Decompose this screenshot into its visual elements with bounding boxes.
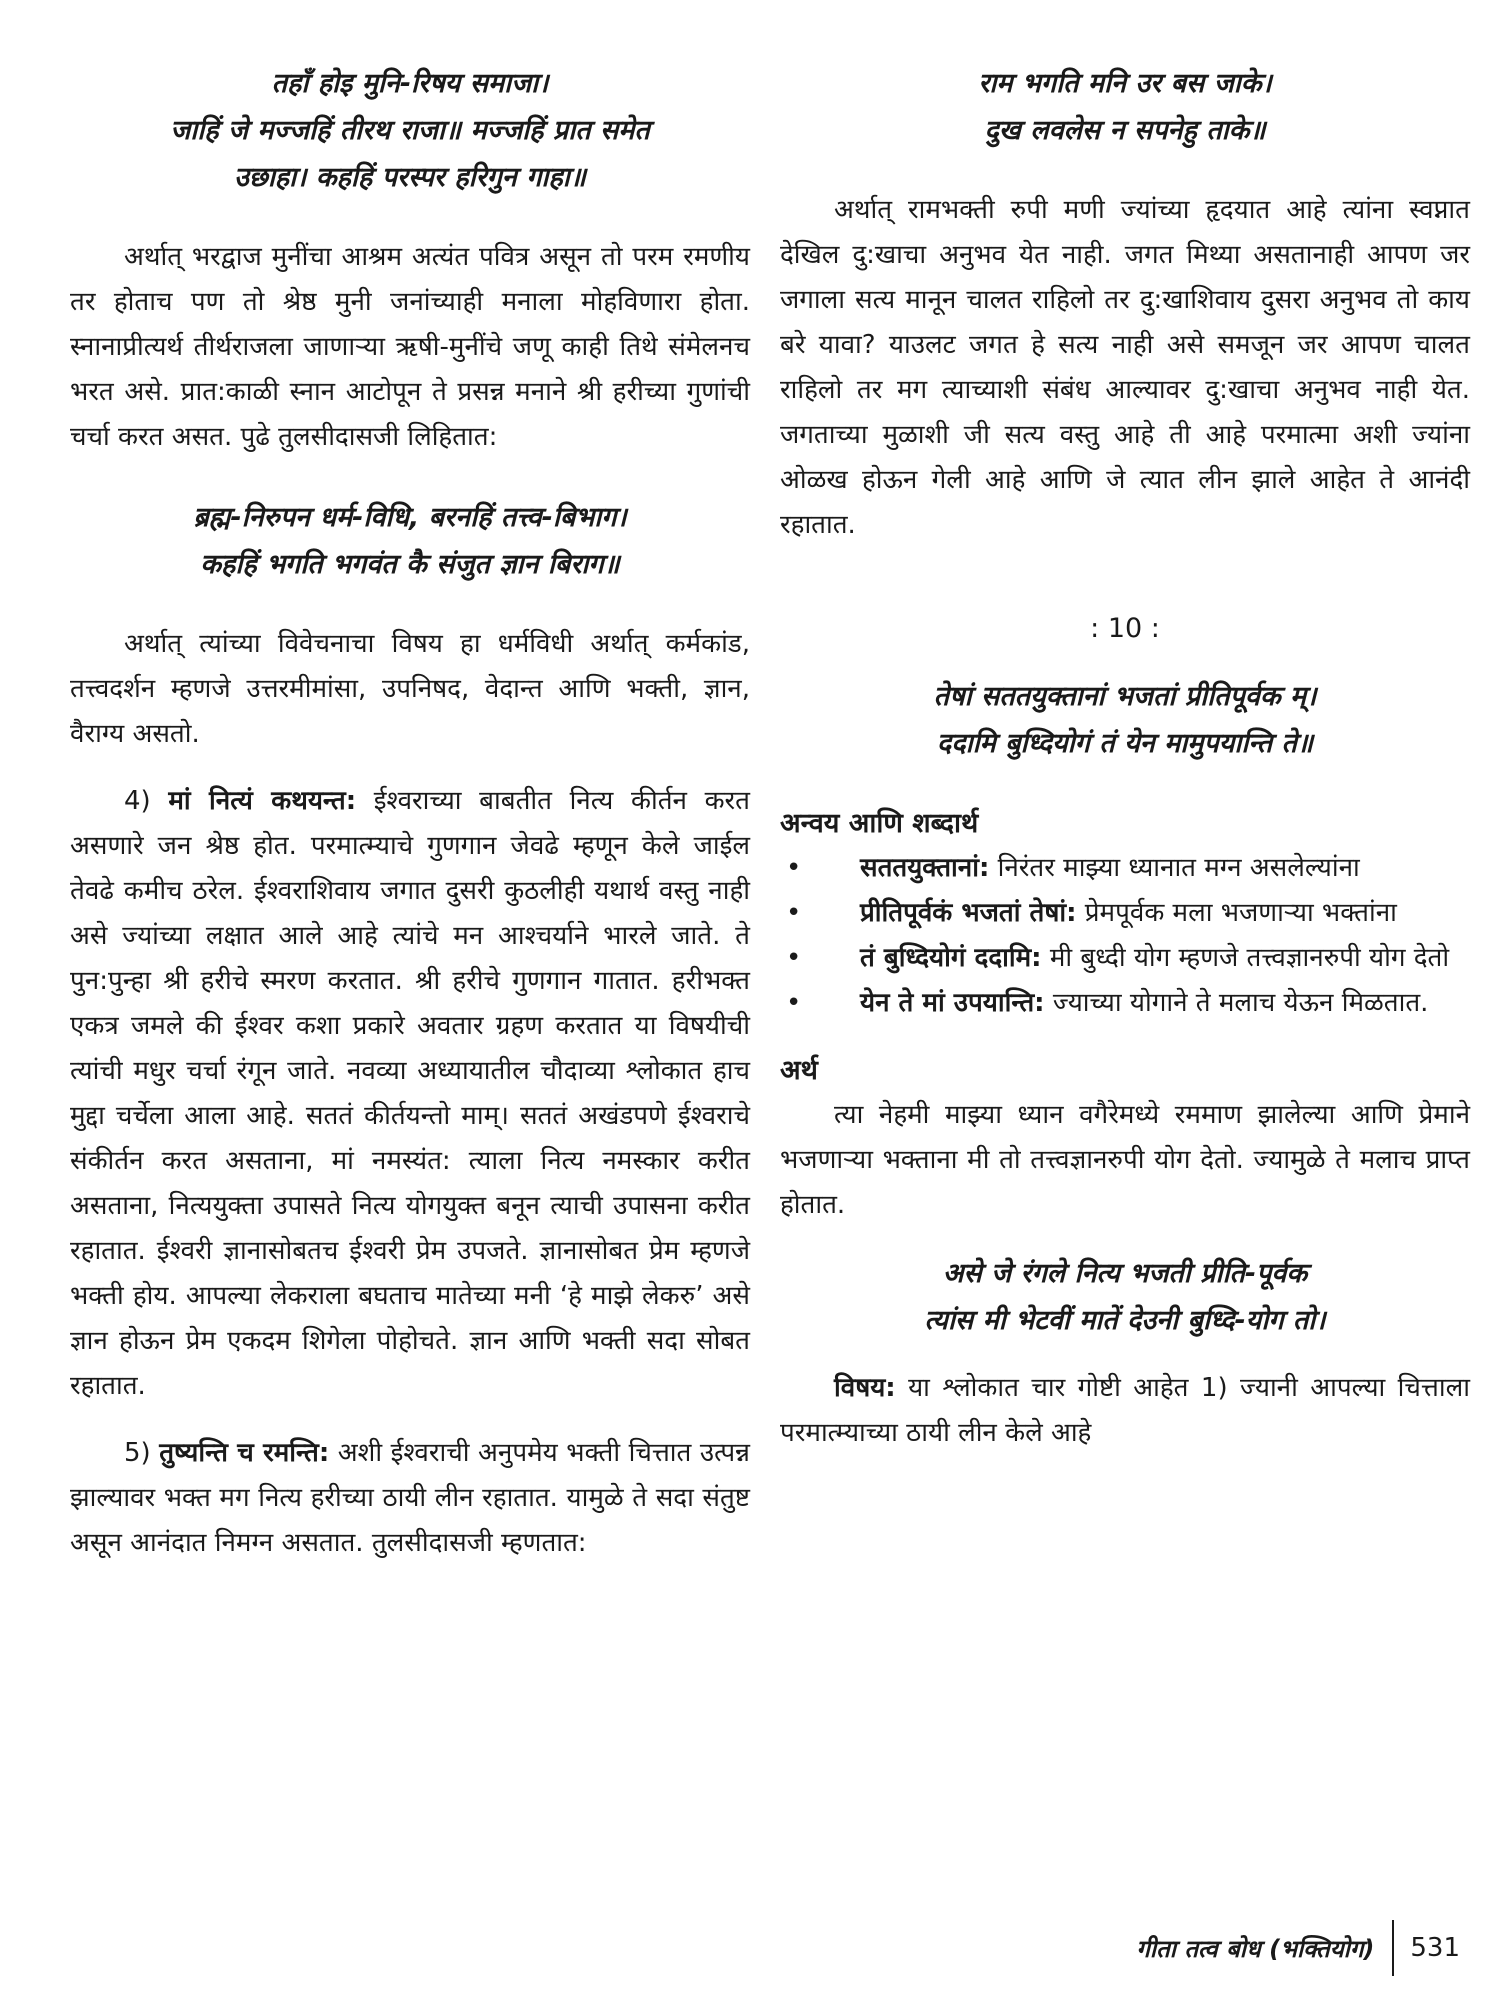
glossary-term: तं बुध्दियोगं ददामि: <box>860 943 1042 973</box>
bullet-icon: • <box>786 988 802 1018</box>
verse-line: दुख लवलेस न सपनेहु ताके॥ <box>984 115 1266 146</box>
verse-line: त्यांस मी भेटवीं मातें देउनी बुध्दि-योग तो। <box>924 1305 1326 1336</box>
shloka-number: : 10 : <box>1090 613 1160 644</box>
verse-line: जाहिं जे मज्जहिं तीरथ राजा॥ मज्जहिं प्रात समेत <box>170 115 650 146</box>
verse-marathi <box>780 1250 1470 1344</box>
glossary-term: सततयुक्तानां: <box>860 853 990 883</box>
verse-line: ददामि बुध्दियोगं तं येन मामुपयान्ति ते॥ <box>936 728 1314 759</box>
bullet-icon: • <box>786 853 802 883</box>
verse-line: तहाँ होइ मुनि-रिषय समाजा। <box>271 68 549 99</box>
point-title: मां नित्यं कथयन्त: <box>168 786 357 816</box>
paragraph-vivechan: अर्थात् त्यांच्या विवेचनाचा विषय हा धर्मविधी अर्थात् कर्मकांड, तत्त्वदर्शन म्हणजे उत्तरमीमांसा, उपनिषद, वेदान्त आणि भक्ती, ज्ञान, वैराग्य असतो. <box>70 629 750 749</box>
glossary-term: येन ते मां उपयान्ति: <box>860 988 1045 1018</box>
glossary-item <box>780 936 1470 981</box>
glossary-meaning: प्रेमपूर्वक मला भजणाऱ्या भक्तांना <box>1076 898 1397 928</box>
point-title: तुष्यन्ति च रमन्ति: <box>159 1438 330 1468</box>
point-text: ईश्वराच्या बाबतीत नित्य कीर्तन करत असणारे जन श्रेष्ठ होत. परमात्म्याचे गुणगान जेवढे म्हणून केले जाईल तेवढे कमीच ठरेल. ईश्वराशिवाय जगात दुसरी कुठलीही यथार्थ वस्तु नाही असे ज्यांच्या लक्षात आले आहे त्यांचे मन आश्चर्याने भारले जाते. ते पुन:पुन्हा श्री हरीचे स्मरण करतात. श्री हरीचे गुणगान गातात. हरीभक्त एकत्र जमले की ईश्वर कशा प्रकारे अवतार ग्रहण करतात या विषयीची त्यांची मधुर चर्चा रंगून जाते. नवव्या अध्यायातील चौदाव्या श्लोकात हाच मुद्दा चर्चेला आला आहे. सततं कीर्तयन्तो माम्। सततं अखंडपणे ईश्वराचे संकीर्तन करत असताना, मां नमस्यंत: त्याला नित्य नमस्कार करीत असताना, नित्ययुक्ता उपासते नित्य योगयुक्त बनून त्याची उपासना करीत रहातात. ईश्वरी ज्ञानासोबतच ईश्वरी प्रेम उपजते. ज्ञानासोबत प्रेम म्हणजे भक्ती होय. आपल्या लेकराला बघताच मातेच्या मनी ‘हे माझे लेकरु’ असे ज्ञान होऊन प्रेम एकदम शिगेला पोहोचते. ज्ञान आणि भक्ती सदा सोबत रहातात. <box>70 786 750 1401</box>
verse-line: उछाहा। कहहिं परस्पर हरिगुन गाहा॥ <box>234 162 586 193</box>
glossary-item <box>780 846 1470 891</box>
glossary-meaning: ज्याच्या योगाने ते मलाच येऊन मिळतात. <box>1044 988 1429 1018</box>
heading-arth: अर्थ <box>780 1055 818 1086</box>
vishay-text: या श्लोकात चार गोष्टी आहेत 1) ज्यानी आपल्या चित्ताला परमात्म्याच्या ठायी लीन केले आहे <box>780 1373 1470 1448</box>
verse-tulsi-1 <box>70 60 750 201</box>
glossary-item <box>780 891 1470 936</box>
paragraph-arth: त्या नेहमी माझ्या ध्यान वगैरेमध्ये रममाण झालेल्या आणि प्रेमाने भजणाऱ्या भक्ताना मी तो तत्त्वज्ञानरुपी योग देतो. ज्यामुळे ते मलाच प्राप्त होतात. <box>780 1100 1470 1220</box>
left-column <box>70 60 750 1566</box>
verse-line: तेषां सततयुक्तानां भजतां प्रीतिपूर्वक म्। <box>933 681 1317 712</box>
verse-line: ब्रह्म-निरुपन धर्म-विधि, बरनहिं तत्त्व-बिभाग। <box>193 502 627 533</box>
right-column <box>780 60 1470 1456</box>
paragraph-point-4 <box>70 779 750 1409</box>
verse-gita-shloka <box>780 673 1470 767</box>
glossary-meaning: मी बुध्दी योग म्हणजे तत्त्वज्ञानरुपी योग देतो <box>1041 943 1450 973</box>
heading-anvay: अन्वय आणि शब्दार्थ <box>780 808 979 839</box>
glossary-item <box>780 981 1470 1026</box>
paragraph-rambhakti: अर्थात् रामभक्ती रुपी मणी ज्यांच्या हृदयात आहे त्यांना स्वप्नात देखिल दु:खाचा अनुभव येत नाही. जगत मिथ्या असतानाही आपण जर जगाला सत्य मानून चालत राहिलो तर दु:खाशिवाय दुसरा अनुभव तो काय बरे यावा? याउलट जगत हे सत्य नाही असे समजून जर आपण चालत राहिलो तर मग त्याच्याशी संबंध आल्यावर दु:खाचा अनुभव नाही येत. जगताच्या मुळाशी जी सत्य वस्तु आहे ती आहे परमात्मा अशी ज्यांना ओळख होऊन गेली आहे आणि जे त्यात लीन झाले आहेत ते आनंदी रहातात. <box>780 195 1470 540</box>
paragraph-vishay <box>780 1366 1470 1456</box>
glossary-meaning: निरंतर माझ्या ध्यानात मग्न असलेल्यांना <box>989 853 1360 883</box>
vishay-label: विषय: <box>834 1373 896 1403</box>
verse-line: कहहिं भगति भगवंत कै संजुत ज्ञान बिराग॥ <box>200 549 620 580</box>
paragraph-bharadwaj: अर्थात् भरद्वाज मुनींचा आश्रम अत्यंत पवित्र असून तो परम रमणीय तर होताच पण तो श्रेष्ठ मुनी जनांच्याही मनाला मोहविणारा होता. स्नानाप्रीत्यर्थ तीर्थराजला जाणाऱ्या ऋषी-मुनींचे जणू काही तिथे संमेलनच भरत असे. प्रात:काळी स्नान आटोपून ते प्रसन्न मनाने श्री हरीच्या गुणांची चर्चा करत असत. पुढे तुलसीदासजी लिहितात: <box>70 242 750 452</box>
point-text: अशी ईश्वराची अनुपमेय भक्ती चित्तात उत्पन्न झाल्यावर भक्त मग नित्य हरीच्या ठायी लीन रहातात. यामुळे ते सदा संतुष्ट असून आनंदात निमग्न असतात. तुलसीदासजी म्हणतात: <box>70 1438 750 1558</box>
verse-tulsi-2 <box>70 494 750 588</box>
point-number: 5) <box>124 1438 160 1468</box>
bullet-icon: • <box>786 898 802 928</box>
paragraph-point-5 <box>70 1431 750 1566</box>
page-footer <box>1136 1920 1460 1976</box>
verse-line: असे जे रंगले नित्य भजती प्रीति-पूर्वक <box>942 1258 1308 1289</box>
footer-divider <box>1392 1920 1394 1976</box>
glossary-list <box>780 846 1470 1026</box>
glossary-term: प्रीतिपूर्वकं भजतां तेषां: <box>860 898 1077 928</box>
verse-tulsi-3 <box>780 60 1470 154</box>
verse-line: राम भगति मनि उर बस जाके। <box>978 68 1272 99</box>
book-title: गीता तत्व बोध (भक्तियोग) <box>1136 1934 1375 1963</box>
point-number: 4) <box>124 786 169 816</box>
page-number: 531 <box>1410 1933 1460 1963</box>
bullet-icon: • <box>786 943 802 973</box>
